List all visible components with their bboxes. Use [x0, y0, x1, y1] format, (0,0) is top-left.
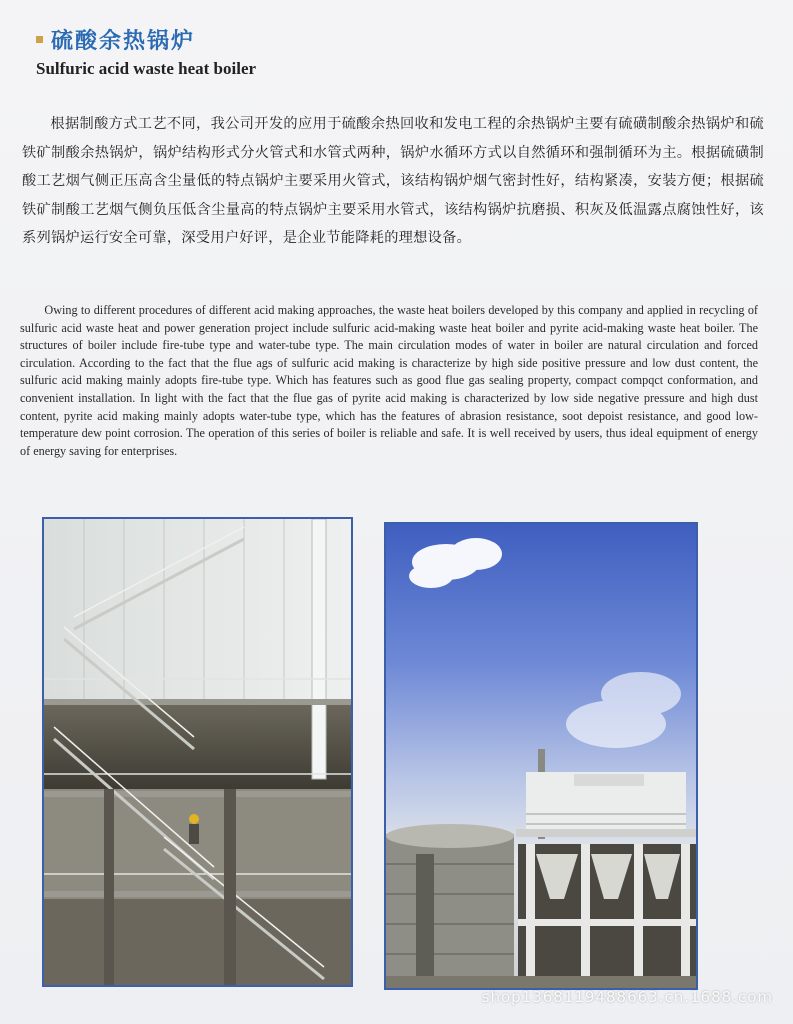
paragraph-chinese: 根据制酸方式工艺不同，我公司开发的应用于硫酸余热回收和发电工程的余热锅炉主要有硫磺制酸余热锅炉和硫铁矿制酸余热锅炉，锅炉结构形式分火管式和水管式两种，锅炉水循环方式以自然循环和强制循环为主。根据硫磺制酸工艺烟气侧正压高含尘量低的特点锅炉主要采用火管式，该结构锅炉烟气密封性好，结构紧凑，安装方便；根据硫铁矿制酸工艺烟气侧负压低含尘量高的特点锅炉主要采用水管式，该结构锅炉抗磨损、积灰及低温露点腐蚀性好，该系列锅炉运行安全可靠，深受用户好评，是企业节能降耗的理想设备。 [22, 116, 764, 246]
section-header [36, 24, 256, 79]
title-row [36, 24, 256, 55]
page-title-english: Sulfuric acid waste heat boiler [36, 59, 257, 78]
page-title-chinese: 硫酸余热锅炉 [51, 29, 196, 54]
boiler-exterior-photo [384, 522, 698, 990]
shop-watermark: shop1368119488663.cn.1688.com [481, 988, 773, 1006]
boiler-exterior-illustration [386, 524, 696, 988]
boiler-structure-illustration [44, 519, 351, 985]
square-bullet-icon [36, 36, 43, 43]
paragraph-english: Owing to different procedures of different acid making approaches, the waste heat boilers developed by this company and applied in recycling of sulfuric acid waste heat and power generation project include sulfuric acid-making waste heat boiler and pyrite acid-making waste heat boiler. The structures of boiler include fire-tube type and water-tube type. The main circulation modes of water in boiler are natural circulation and forced circulation. According to the fact that the flue ags of sulfuric acid making is characterize by high side positive pressure and low dust content, the sulfuric acid making mainly adopts fire-tube type. Which has features such as good flue gas sealing property, compact compqct conformation, and convenient installation. In light with the fact that the flue gas of pyrite acid making is characterized by low side negative pressure and high dust content, pyrite acid making mainly adopts water-tube type, which has the features of abrasion resistance, soot depoist resistance, and good low-temperature dew point corrosion. The operation of this series of boiler is reliable and safe. It is well received by users, thus ideal equipment of energy of energy saving for enterprises. [20, 303, 758, 458]
boiler-structure-photo [42, 517, 353, 987]
